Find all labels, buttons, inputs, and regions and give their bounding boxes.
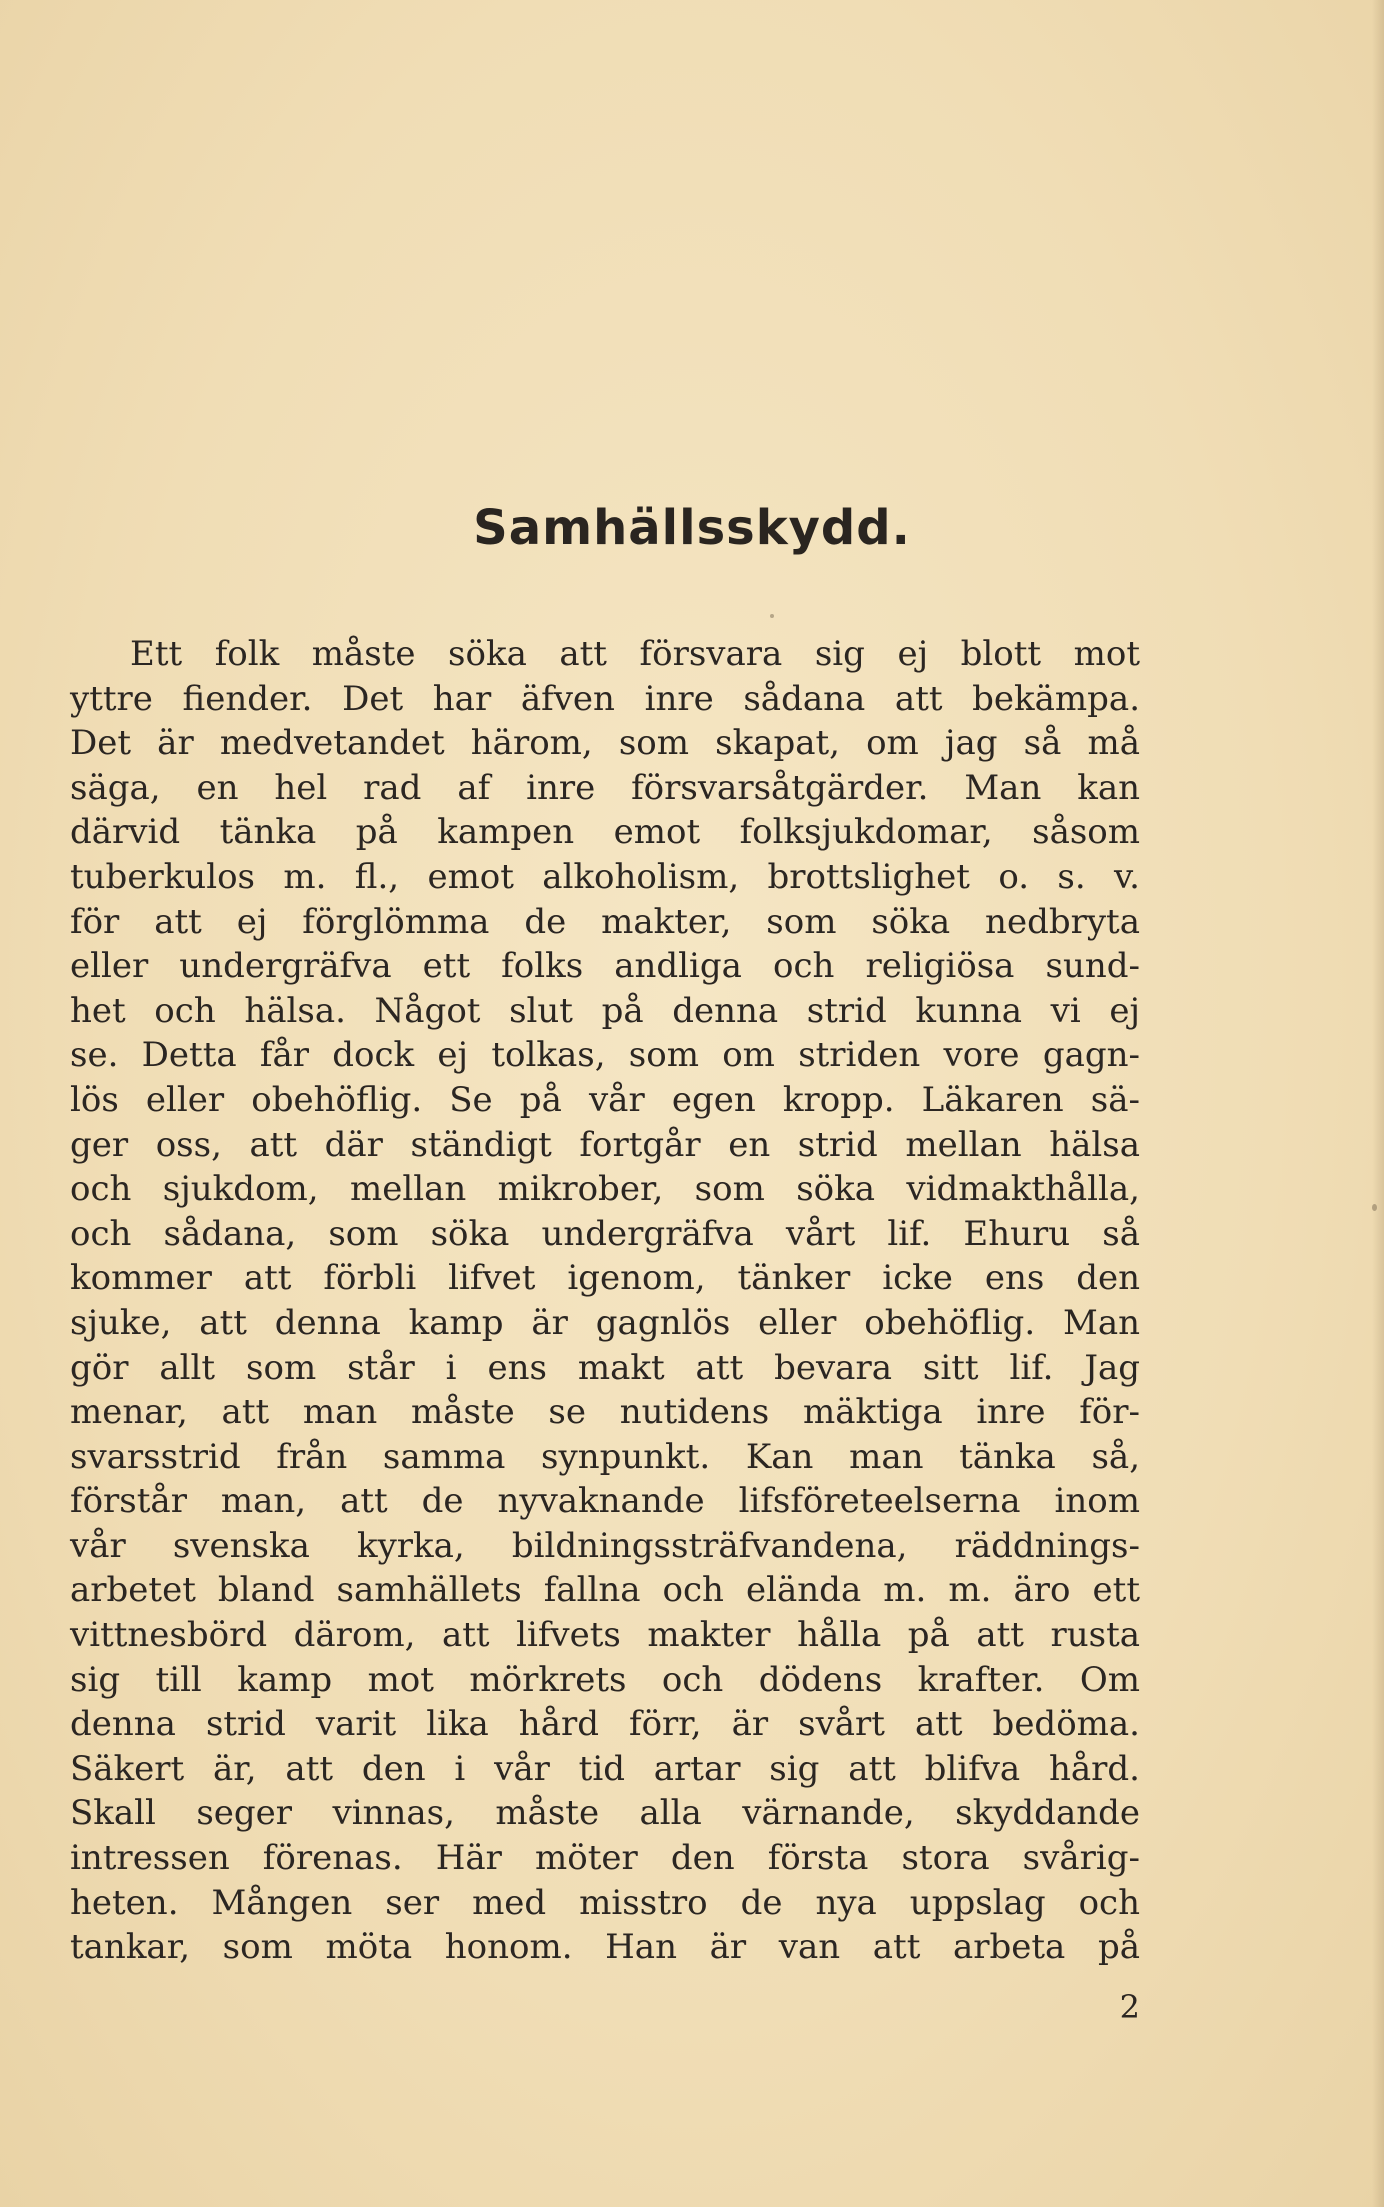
text-line: tuberkulos m. fl., emot alkoholism, brottslighet o. s. v. xyxy=(70,856,1140,897)
text-line: intressen förenas. Här möter den första stora svårig- xyxy=(70,1838,1140,1879)
text-line: därvid tänka på kampen emot folksjukdomar, såsom xyxy=(70,812,1140,853)
text-line: vittnesbörd därom, att lifvets makter hålla på att rusta xyxy=(70,1615,1140,1656)
page-number: 2 xyxy=(1119,1988,1140,2026)
page-edge-shadow xyxy=(1372,0,1384,2207)
text-line: yttre fiender. Det har äfven inre sådana att bekämpa. xyxy=(70,678,1140,719)
text-line: arbetet bland samhällets fallna och elända m. m. äro ett xyxy=(70,1570,1140,1611)
text-line: tankar, som möta honom. Han är van att arbeta på xyxy=(70,1927,1140,1968)
text-line: ger oss, att där ständigt fortgår en strid mellan hälsa xyxy=(70,1124,1140,1165)
text-line: lös eller obehöflig. Se på vår egen kropp. Läkaren sä- xyxy=(70,1079,1140,1120)
text-line: denna strid varit lika hård förr, är svårt att bedöma. xyxy=(70,1704,1140,1745)
text-line: förstår man, att de nyvaknande lifsföreteelserna inom xyxy=(70,1481,1140,1522)
text-line: se. Detta får dock ej tolkas, som om striden vore gagn- xyxy=(70,1035,1140,1076)
text-line: och sjukdom, mellan mikrober, som söka vidmakthålla, xyxy=(70,1169,1140,1210)
text-line: het och hälsa. Något slut på denna strid kunna vi ej xyxy=(70,990,1140,1031)
paper-speck xyxy=(770,614,774,618)
paper-speck xyxy=(1372,1204,1377,1211)
text-line: eller undergräfva ett folks andliga och religiösa sund- xyxy=(70,946,1140,987)
text-line: sig till kamp mot mörkrets och dödens krafter. Om xyxy=(70,1659,1140,1700)
text-line: kommer att förbli lifvet igenom, tänker icke ens den xyxy=(70,1258,1140,1299)
text-line: menar, att man måste se nutidens mäktiga inre för- xyxy=(70,1392,1140,1433)
text-line: sjuke, att denna kamp är gagnlös eller obehöflig. Man xyxy=(70,1302,1140,1343)
page-title: Samhällsskydd. xyxy=(473,500,911,556)
text-line: vår svenska kyrka, bildningssträfvandena, räddnings- xyxy=(70,1525,1140,1566)
text-line: heten. Mången ser med misstro de nya uppslag och xyxy=(70,1882,1140,1923)
text-line: för att ej förglömma de makter, som söka nedbryta xyxy=(70,901,1140,942)
text-line: säga, en hel rad af inre försvarsåtgärder. Man kan xyxy=(70,767,1140,808)
text-line: gör allt som står i ens makt att bevara sitt lif. Jag xyxy=(70,1347,1140,1388)
text-line: Ett folk måste söka att försvara sig ej blott mot xyxy=(130,634,1140,674)
text-line: Det är medvetandet härom, som skapat, om jag så må xyxy=(70,723,1140,764)
body-text xyxy=(70,632,1140,1970)
text-line: svarsstrid från samma synpunkt. Kan man tänka så, xyxy=(70,1436,1140,1477)
text-line: Skall seger vinnas, måste alla värnande, skyddande xyxy=(70,1793,1140,1834)
text-line: Säkert är, att den i vår tid artar sig att blifva hård. xyxy=(70,1748,1140,1789)
text-line: och sådana, som söka undergräfva vårt lif. Ehuru så xyxy=(70,1213,1140,1254)
